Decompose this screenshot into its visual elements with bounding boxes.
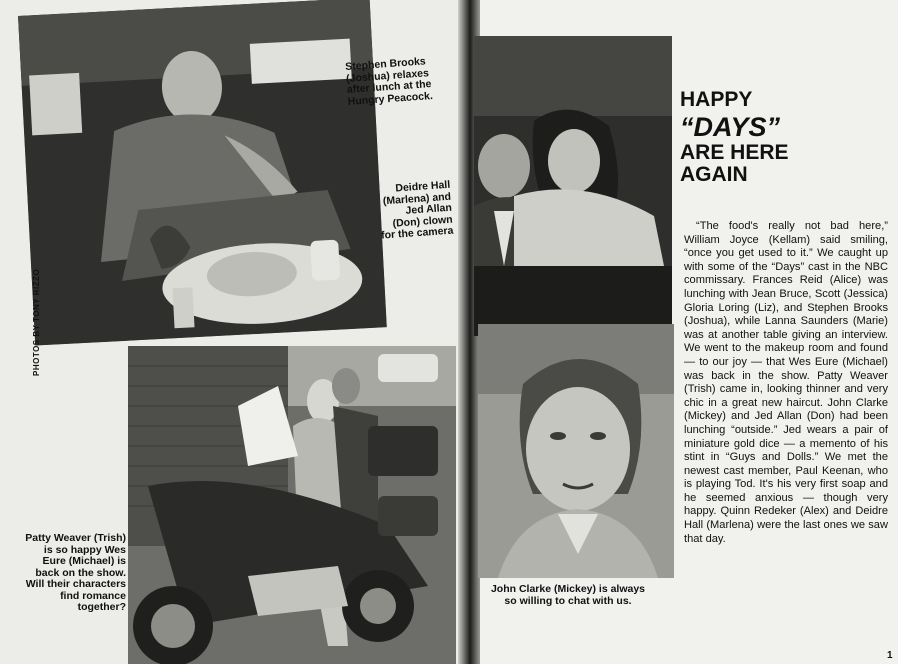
photo-deidre-hall-jed-allan [474,36,672,336]
article-headline [680,88,789,186]
page-number: 1 [887,650,893,661]
headline-line-1: HAPPY [680,88,753,111]
photo-patty-weaver-wes-eure [128,346,456,664]
photo-credit: PHOTOS BY TONY RIZZO [32,268,41,376]
headline-line-2: “DAYS” [680,112,781,142]
caption-patty-weaver: Patty Weaver (Trish) is so happy Wes Eure (Michael) is back on the show. Will their characters find romance together? [25,532,126,613]
headline-line-3: ARE HERE [680,141,789,164]
caption-john-clarke: John Clarke (Mickey) is always so willing to chat with us. [490,583,646,607]
article-body: “The food's really not bad here,” William Joyce (Kellam) said smiling, “once you get used to it.” We caught up with some of the “Days” cast in the NBC commissary. Frances Reid (Alice) was lunching with Jean Bruce, Scott (Jessica) Gloria Loring (Liz), and Stephen Brooks (Joshua), while Lanna Saunders (Marie) was at another table giving an interview. We went to the makeup room and found — to our joy — that Wes Eure (Michael) was back in the show. Patty Weaver (Trish) came in, looking thinner and very chic in a great new haircut. John Clarke (Mickey) and Jed Allan (Don) had been lunching “outside.” Jed wears a pair of miniature gold dice — a memento of his stint in “Guys and Dolls.” We met the newest cast member, Paul Keenan, who is playing Tod. It's his very first soap and he seemed anxious — though very happy. Quinn Redeker (Alex) and Deidre Hall (Marlena) were the last ones we saw that day. [684,220,888,545]
photo-john-clarke [478,324,674,578]
photo-stephen-brooks [18,0,387,346]
headline-line-4: AGAIN [680,163,748,186]
caption-stephen-brooks: Stephen Brooks (Joshua) relaxes after lunch at the Hungry Peacock. [344,55,434,108]
caption-deidre-hall: Deidre Hall (Marlena) and Jed Allan (Don) clown for the camera [380,178,454,242]
